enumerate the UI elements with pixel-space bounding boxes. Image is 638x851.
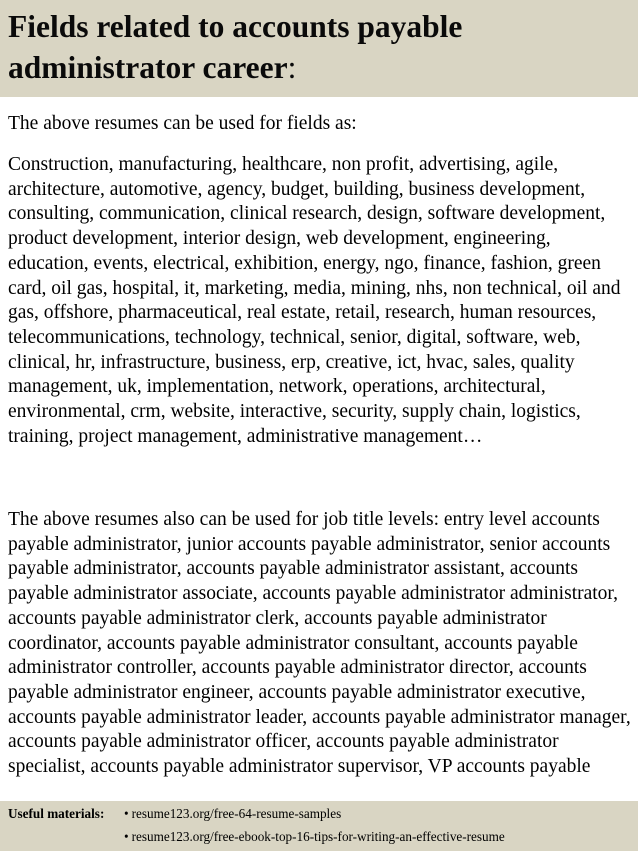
- resume-samples-link[interactable]: [124, 804, 341, 823]
- job-levels-paragraph: The above resumes also can be used for job title levels: entry level accounts payable administrator, junior accounts payable administrator, senior accounts payable administrator, accounts payable administrator assistant, accounts payable administrator associate, accounts payable administrator administrator, accounts payable administrator clerk, accounts payable administrator coordinator, accounts payable administrator consultant, accounts payable administrator controller, accounts payable administrator director, accounts payable administrator engineer, accounts payable administrator executive, accounts payable administrator leader, accounts payable administrator manager, accounts payable administrator officer, accounts payable administrator specialist, accounts payable administrator supervisor, VP accounts payable: [8, 509, 631, 778]
- page-title: [8, 6, 633, 88]
- bullet-icon: •: [124, 806, 129, 821]
- useful-materials-label-colon: :: [99, 806, 105, 821]
- resume-tips-ebook-link-text[interactable]: resume123.org/free-ebook-top-16-tips-for-writing-an-effective-resume: [131, 829, 505, 844]
- page-title-colon: :: [287, 50, 297, 85]
- resume-tips-ebook-link[interactable]: [124, 827, 505, 846]
- resume-samples-link-text[interactable]: resume123.org/free-64-resume-samples: [131, 806, 342, 821]
- fields-intro-text: The above resumes can be used for fields as:: [8, 113, 357, 134]
- useful-materials-footer: [0, 801, 638, 851]
- fields-list-paragraph: Construction, manufacturing, healthcare, non profit, advertising, agile, architecture, automotive, agency, budget, building, business development, consulting, communication, clinical research, design, software development, product development, interior design, web development, engineering, education, events, electrical, exhibition, energy, ngo, finance, fashion, green card, oil gas, hospital, it, marketing, media, mining, nhs, non technical, oil and gas, offshore, pharmaceutical, real estate, retail, research, human resources, telecommunications, technology, technical, senior, digital, software, web, clinical, hr, infrastructure, business, erp, creative, ict, hvac, sales, quality management, uk, implementation, network, operations, architectural, environmental, crm, website, interactive, security, supply chain, logistics, training, project management, administrative management…: [8, 154, 621, 447]
- title-band: [0, 0, 638, 97]
- bullet-icon: •: [124, 829, 129, 844]
- page-title-text: Fields related to accounts payable administrator career: [8, 9, 463, 85]
- useful-materials-label: [8, 804, 104, 823]
- useful-materials-label-text: Useful materials: [8, 806, 100, 821]
